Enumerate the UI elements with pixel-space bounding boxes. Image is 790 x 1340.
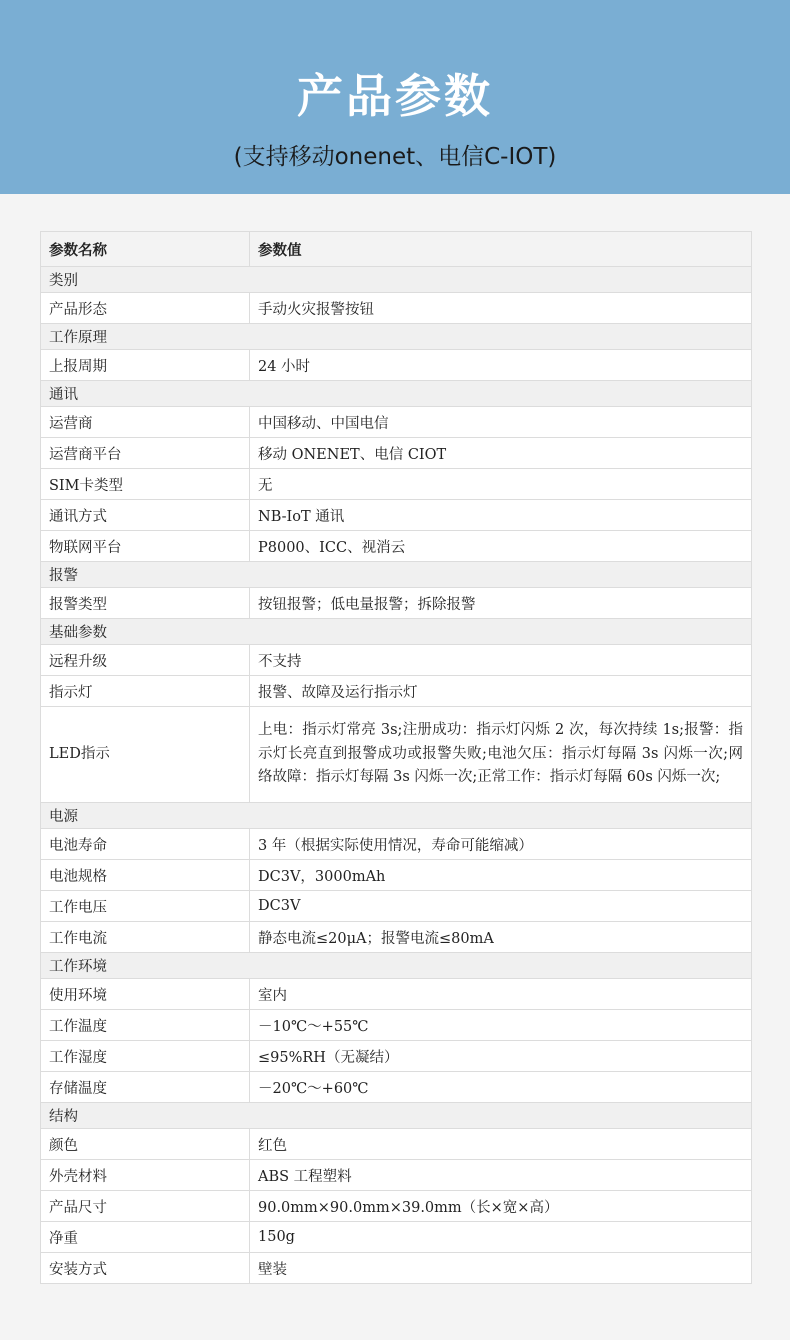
table-row (41, 1010, 752, 1041)
param-value-cell: 红色 (250, 1129, 752, 1160)
table-row (41, 469, 752, 500)
param-value-cell: NB-IoT 通讯 (250, 500, 752, 531)
category-label: 电源 (41, 803, 752, 829)
param-value-cell: 中国移动、中国电信 (250, 407, 752, 438)
param-name-cell: 工作电压 (41, 891, 250, 922)
param-name-cell: 指示灯 (41, 676, 250, 707)
category-row (41, 324, 752, 350)
table-header-row (41, 232, 752, 267)
param-value-cell: 3 年（根据实际使用情况，寿命可能缩减） (250, 829, 752, 860)
table-row (41, 531, 752, 562)
param-name-cell: 物联网平台 (41, 531, 250, 562)
category-row (41, 619, 752, 645)
category-row (41, 1103, 752, 1129)
table-row (41, 860, 752, 891)
header-banner (0, 0, 790, 194)
table-row (41, 829, 752, 860)
param-name-cell: 工作电流 (41, 922, 250, 953)
param-value-cell: 24 小时 (250, 350, 752, 381)
param-name-cell: 工作温度 (41, 1010, 250, 1041)
param-name-cell: 运营商 (41, 407, 250, 438)
param-name-cell: 外壳材料 (41, 1160, 250, 1191)
table-row (41, 645, 752, 676)
param-name-cell: 远程升级 (41, 645, 250, 676)
category-label: 通讯 (41, 381, 752, 407)
category-label: 结构 (41, 1103, 752, 1129)
table-row (41, 1160, 752, 1191)
category-label: 工作环境 (41, 953, 752, 979)
param-name-cell: LED指示 (41, 707, 250, 803)
param-value-cell: 手动火灾报警按钮 (250, 293, 752, 324)
param-value-cell: 上电：指示灯常亮 3s;注册成功：指示灯闪烁 2 次，每次持续 1s;报警：指示灯长亮直到报警成功或报警失败;电池欠压：指示灯每隔 3s 闪烁一次;网络故障：指示灯每隔 3s 闪烁一次;正常工作：指示灯每隔 60s 闪烁一次; (250, 707, 752, 803)
param-name-cell: 产品尺寸 (41, 1191, 250, 1222)
table-row (41, 1129, 752, 1160)
column-header-value: 参数值 (250, 232, 752, 267)
param-value-cell: 室内 (250, 979, 752, 1010)
table-row (41, 1072, 752, 1103)
table-row (41, 1041, 752, 1072)
param-name-cell: 产品形态 (41, 293, 250, 324)
page-title: 产品参数 (297, 69, 493, 123)
param-value-cell: 不支持 (250, 645, 752, 676)
param-value-cell: ≤95%RH（无凝结） (250, 1041, 752, 1072)
table-row (41, 293, 752, 324)
category-row (41, 562, 752, 588)
param-name-cell: 颜色 (41, 1129, 250, 1160)
param-name-cell: 安装方式 (41, 1253, 250, 1284)
params-table (40, 231, 752, 1284)
param-name-cell: 工作湿度 (41, 1041, 250, 1072)
category-row (41, 953, 752, 979)
param-name-cell: 净重 (41, 1222, 250, 1253)
params-table-container (40, 231, 752, 1284)
column-header-name: 参数名称 (41, 232, 250, 267)
param-name-cell: 电池规格 (41, 860, 250, 891)
param-value-cell: 壁装 (250, 1253, 752, 1284)
table-row (41, 979, 752, 1010)
category-label: 类别 (41, 267, 752, 293)
param-value-cell: DC3V (250, 891, 752, 922)
table-row (41, 1222, 752, 1253)
param-name-cell: 存储温度 (41, 1072, 250, 1103)
table-row (41, 1191, 752, 1222)
param-value-cell: ABS 工程塑料 (250, 1160, 752, 1191)
table-row (41, 707, 752, 803)
param-value-cell: 报警、故障及运行指示灯 (250, 676, 752, 707)
param-value-cell: 按钮报警；低电量报警；拆除报警 (250, 588, 752, 619)
param-name-cell: 通讯方式 (41, 500, 250, 531)
param-value-cell: 静态电流≤20μA；报警电流≤80mA (250, 922, 752, 953)
table-row (41, 588, 752, 619)
param-name-cell: 使用环境 (41, 979, 250, 1010)
param-value-cell: 无 (250, 469, 752, 500)
table-row (41, 350, 752, 381)
table-row (41, 891, 752, 922)
table-row (41, 438, 752, 469)
category-label: 工作原理 (41, 324, 752, 350)
category-row (41, 381, 752, 407)
param-value-cell: DC3V，3000mAh (250, 860, 752, 891)
table-row (41, 1253, 752, 1284)
table-row (41, 676, 752, 707)
table-row (41, 922, 752, 953)
table-row (41, 500, 752, 531)
param-value-cell: 90.0mm×90.0mm×39.0mm（长×宽×高） (250, 1191, 752, 1222)
category-label: 报警 (41, 562, 752, 588)
param-value-cell: －20℃～+60℃ (250, 1072, 752, 1103)
param-name-cell: 上报周期 (41, 350, 250, 381)
param-name-cell: 电池寿命 (41, 829, 250, 860)
param-value-cell: 移动 ONENET、电信 CIOT (250, 438, 752, 469)
param-name-cell: 报警类型 (41, 588, 250, 619)
param-name-cell: 运营商平台 (41, 438, 250, 469)
param-name-cell: SIM卡类型 (41, 469, 250, 500)
page-subtitle: (支持移动onenet、电信C-IOT) (233, 144, 557, 170)
category-label: 基础参数 (41, 619, 752, 645)
category-row (41, 267, 752, 293)
category-row (41, 803, 752, 829)
param-value-cell: 150g (250, 1222, 752, 1253)
param-value-cell: －10℃～+55℃ (250, 1010, 752, 1041)
table-row (41, 407, 752, 438)
param-value-cell: P8000、ICC、视消云 (250, 531, 752, 562)
